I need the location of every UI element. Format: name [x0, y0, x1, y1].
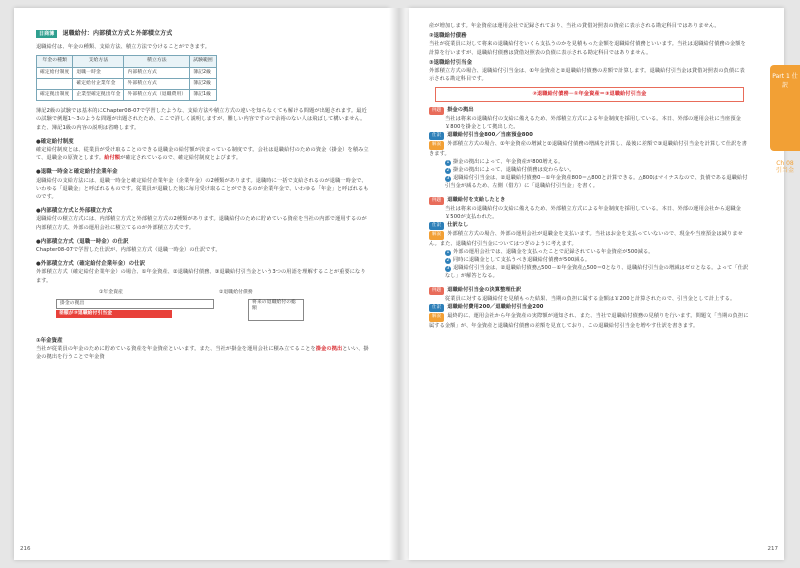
table-cell: 確定拠出制度 — [37, 90, 73, 101]
highlight-text: 掛金の拠出 — [315, 346, 343, 353]
paragraph-text: といい、掛金の拠出を行うことで年金資 — [36, 346, 369, 361]
table-header: 積立方法 — [124, 56, 190, 67]
subheading: ①年金資産 — [36, 337, 63, 344]
page-number: 217 — [767, 546, 778, 552]
journal-entry: 仕訳なし — [447, 222, 469, 229]
table-cell: 外部積立方式 — [124, 78, 190, 89]
table-header: 試験範囲 — [190, 56, 217, 67]
table-row — [37, 67, 217, 78]
explanation-pill: 解説 — [429, 313, 444, 321]
paragraph: 産が増加します。年金資産は運用会社で記録されており、当社の貸借対照表の資産に表示される勘定科目ではありません。 — [429, 23, 720, 29]
right-page — [409, 8, 784, 560]
paragraph — [36, 146, 369, 162]
heading-tag: 日商簿 — [36, 30, 57, 38]
page-number: 216 — [20, 546, 31, 552]
diagram-label-obligation: ②退職給付債務 — [219, 289, 253, 295]
step-text: 掛金の拠出によって、年金資産が800増える。 — [453, 158, 564, 165]
entry-pill: 仕訳 — [429, 222, 444, 230]
diagram-bar-allowance: 差額が③退職給付引当金 — [56, 310, 172, 318]
step-1-icon: 1 — [446, 159, 450, 165]
table-header-row — [37, 56, 217, 67]
explanation-pill: 解説 — [429, 231, 444, 239]
formula-box: ②退職給付債務－①年金資産＝③退職給付引当金 — [435, 87, 744, 101]
table-cell: 簿記1級 — [190, 90, 217, 101]
diagram-bar-contribution: 掛金の拠出 — [56, 299, 214, 309]
subheading: ●内部積立方式と外部積立方式 — [36, 208, 113, 215]
subheading: ②退職給付債務 — [429, 33, 467, 40]
explanation-text: 外部積立方式の場合、①年金資産の増減と②退職給付債務の増減を計算し、最後に差額で③退職給付引当金を計算して仕訳を書きます。 — [429, 141, 747, 157]
left-page — [14, 8, 389, 560]
step-text: 掛金の拠出によって、退職給付債務は変わらない。 — [453, 167, 575, 174]
step-2-icon: 2 — [446, 258, 450, 264]
diagram-side-label: 将来の退職給付の総額 — [248, 299, 304, 321]
step-3-icon: 3 — [446, 176, 450, 182]
example-pill: 例題 — [429, 197, 444, 205]
entry-pill: 仕訳 — [429, 132, 444, 140]
diagram-label-assets: ①年金資産 — [99, 289, 123, 295]
example-title: 退職給付を支給したとき — [447, 196, 506, 203]
table-row — [37, 78, 217, 89]
explanation-text: 最終的に、運用会社から年金資産の実際額が通知され、また、当社で退職給付債務の見積りを行います。問題文「当期の負担に属する金額」が、年金資産と退職給付債務の差額を見直しており、この退職給付引当金を増やす仕訳を書きます。 — [429, 313, 749, 329]
journal-entry: 退職給付費用200／退職給付引当金200 — [447, 304, 544, 311]
paragraph: Chapter08-07で学習した仕訳が、内部積立方式（退職一時金）の仕訳です。 — [36, 247, 221, 254]
step-2-icon: 2 — [446, 168, 450, 174]
table-cell: 確定給付制度 — [37, 67, 73, 78]
step-text: 退職給付引当金は、②退職給付債務△500－①年金資産△500＝0となり、退職給付引当金の増減はゼロとなる。よって「仕訳なし」が解答となる。 — [445, 265, 749, 280]
explanation-pill: 解説 — [429, 141, 444, 149]
example-block — [429, 196, 750, 281]
table-header: 年金の種類 — [37, 56, 73, 67]
subheading: ●退職一時金と確定給付企業年金 — [36, 169, 118, 176]
intro-text: 退職給付は、年金の種類、支給方法、積立方法で分けることができます。 — [36, 44, 211, 51]
table-cell: 退職一時金 — [73, 67, 124, 78]
pension-diagram — [36, 289, 369, 331]
part-tab[interactable]: Part 1 仕訳 — [770, 65, 800, 151]
journal-entry: 退職給付引当金800／当座預金800 — [447, 132, 533, 139]
paragraph: 外部積立方式（確定給付企業年金）の場合、①年金資産、②退職給付債務、③退職給付引当金という3つの用語を理解することが重要になります。 — [36, 269, 366, 284]
heading-text: 退職給付：内部積立方式と外部積立方式 — [62, 30, 173, 37]
paragraph: 当社が従業員に対して将来の退職給付をいくら支払うのかを見積もった金額を退職給付債務といいます。当社は退職給付債務の金額を計算を行いますが、退職給付債務は貸借対照表の負債に表示される勘定科目ではありません。 — [429, 41, 746, 56]
table-row — [37, 90, 217, 101]
paragraph-text: が確定されているので、確定給付制度とよびます。 — [120, 155, 242, 162]
table-cell: 企業型確定拠出年金 — [73, 90, 124, 101]
step-3-icon: 3 — [446, 266, 450, 272]
retirement-table — [36, 55, 217, 101]
paragraph-text: 確定給付制度とは、従業員が受け取ることのできる退職金の給付額が決まっている制度です。会社は退職給付のための資金（掛金）を積み立て、退職金の原資とします。 — [36, 147, 369, 162]
table-cell: 簿記2級 — [190, 67, 217, 78]
paragraph: 退職給付の支給方法には、退職一時金と確定給付企業年金（企業年金）の2種類があります。退職時に一括で支給されるのが退職一時金で、いわゆる「退職金」と呼ばれるものです。従業員が退職した後に毎月受け取ることができるのが企業年金で、いわゆる「年金」と呼ばれるものです。 — [36, 177, 369, 201]
table-cell: 外部積立方式（退職費用） — [124, 90, 190, 101]
example-title: 掛金の拠出 — [447, 106, 474, 113]
paragraph: 簿記2級の試験では基本的にChapter08-07で学習したような、支給方法や積立方式の違いを知らなくても解ける問題が出題されます。最近の試験で例題1〜3のような問題が出題されたため、ここで詳しく説明しますが、難しい内容ですので余裕のない人は飛ばして構いません。また、簿記1級の内容の説明は省略します。 — [36, 108, 367, 131]
example-text: 従業員に対する退職給付を見積もった結果、当期の負担に属する金額は￥200と計算されたので、引当金として計上する。 — [445, 295, 736, 302]
paragraph: 外部積立方式の場合、退職給付引当金は、①年金資産と②退職給付債務の差額で計算します。退職給付引当金は貸借対照表の負債に表示される勘定科目です。 — [429, 68, 745, 83]
table-cell: 簿記2級 — [190, 78, 217, 89]
subheading: ●確定給付制度 — [36, 138, 74, 145]
step-text: 同時に退職金として支払うべき退職給付債務が500減る。 — [453, 257, 591, 264]
table-cell: 内部積立方式 — [124, 67, 190, 78]
entry-pill: 仕訳 — [429, 304, 444, 312]
explanation-text: 外部積立方式の場合、外部の運用会社が退職金を支払います。当社はお金を支払っていないので、現金や当座預金は減りません。また、退職給付引当金についてはつぎのように考えます。 — [429, 231, 743, 247]
step-text: 外部の運用会社では、退職金を支払ったことで記録されている年金資産が500減る。 — [453, 248, 654, 255]
highlight-text: 給付額 — [104, 155, 121, 162]
subheading: ●外部積立方式（確定給付企業年金）の仕訳 — [36, 261, 146, 268]
subheading: ●内部積立方式（退職一時金）の仕訳 — [36, 238, 129, 245]
subheading: ③退職給付引当金 — [429, 59, 473, 66]
example-pill: 例題 — [429, 287, 444, 295]
step-1-icon: 1 — [446, 249, 450, 255]
example-text: 当社は将来の退職給付の支給に備えるため、外部積立方式による年金制度を採用している。本日、外部の運用会社から退職金￥500が支払われた。 — [445, 205, 741, 221]
paragraph: 退職給付の積立方式には、内部積立方式と外部積立方式の2種類があります。退職給付のために貯めている資産を当社の内部で運用するのが内部積立方式、外部の運用会社に積立てるのが外部積立方式です。 — [36, 216, 367, 231]
step-text: 退職給付引当金は、②退職給付債務0－①年金資産800＝△800と計算できる。△800はマイナスなので、負債である退職給付引当金が減るため、左側（借方）に「退職給付引当金」を書く。 — [445, 175, 748, 190]
example-block — [429, 286, 750, 330]
table-cell — [37, 78, 73, 89]
example-text: 当社は将来の退職給付の支給に備えるため、外部積立方式による年金制度を採用している。本日、外部の運用会社に当座預金￥800を掛金として拠出した。 — [445, 115, 741, 131]
example-title: 退職給付引当金の決算整理仕訳 — [447, 286, 522, 293]
section-heading — [36, 30, 369, 38]
paragraph — [36, 345, 369, 361]
table-cell: 確定給付企業年金 — [73, 78, 124, 89]
table-header: 支給方法 — [73, 56, 124, 67]
example-pill: 例題 — [429, 107, 444, 115]
chapter-tab[interactable]: Ch 08 引当金 — [775, 160, 794, 174]
paragraph-text: 当社が従業員の年金のために貯めている資産を年金資産といいます。また、当社が掛金を運用会社に積み立てることを — [36, 346, 316, 353]
example-block — [429, 106, 750, 191]
book-gutter — [389, 8, 409, 560]
